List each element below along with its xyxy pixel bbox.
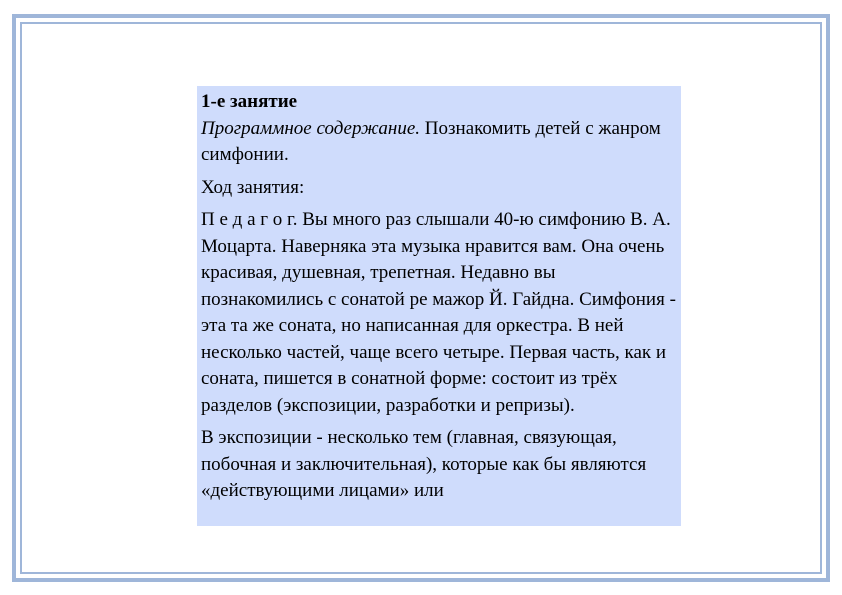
lesson-text-box <box>197 86 681 526</box>
teacher-label: П е д а г о г. <box>201 209 298 230</box>
exposition-paragraph: В экспозиции - несколько тем (главная, связующая, побочная и заключительная), которые как бы являются «действующими лицами» или <box>201 427 647 501</box>
teacher-paragraph <box>201 207 677 419</box>
teacher-paragraph-text: Вы много раз слышали 40-ю симфонию В. А. Моцарта. Наверняка эта музыка нравится вам. Она очень красивая, душевная, трепетная. Недавно вы познакомились с сонатой ре мажор Й. Гайдна. Симфония - эта та же соната, но написанная для оркестра. В ней несколько частей, чаще всего четыре. Первая часть, как и соната, пишется в сонатной форме: состоит из трёх разделов (экспозиции, разработки и репризы). <box>201 209 676 416</box>
lesson-title: 1-е занятие <box>201 91 298 112</box>
program-content-label: Программное содержание. <box>201 117 421 139</box>
course-heading: Ход занятия: <box>201 176 305 198</box>
program-content <box>201 116 677 169</box>
program-content-text: Познакомить детей с жанром симфонии. <box>201 117 661 165</box>
